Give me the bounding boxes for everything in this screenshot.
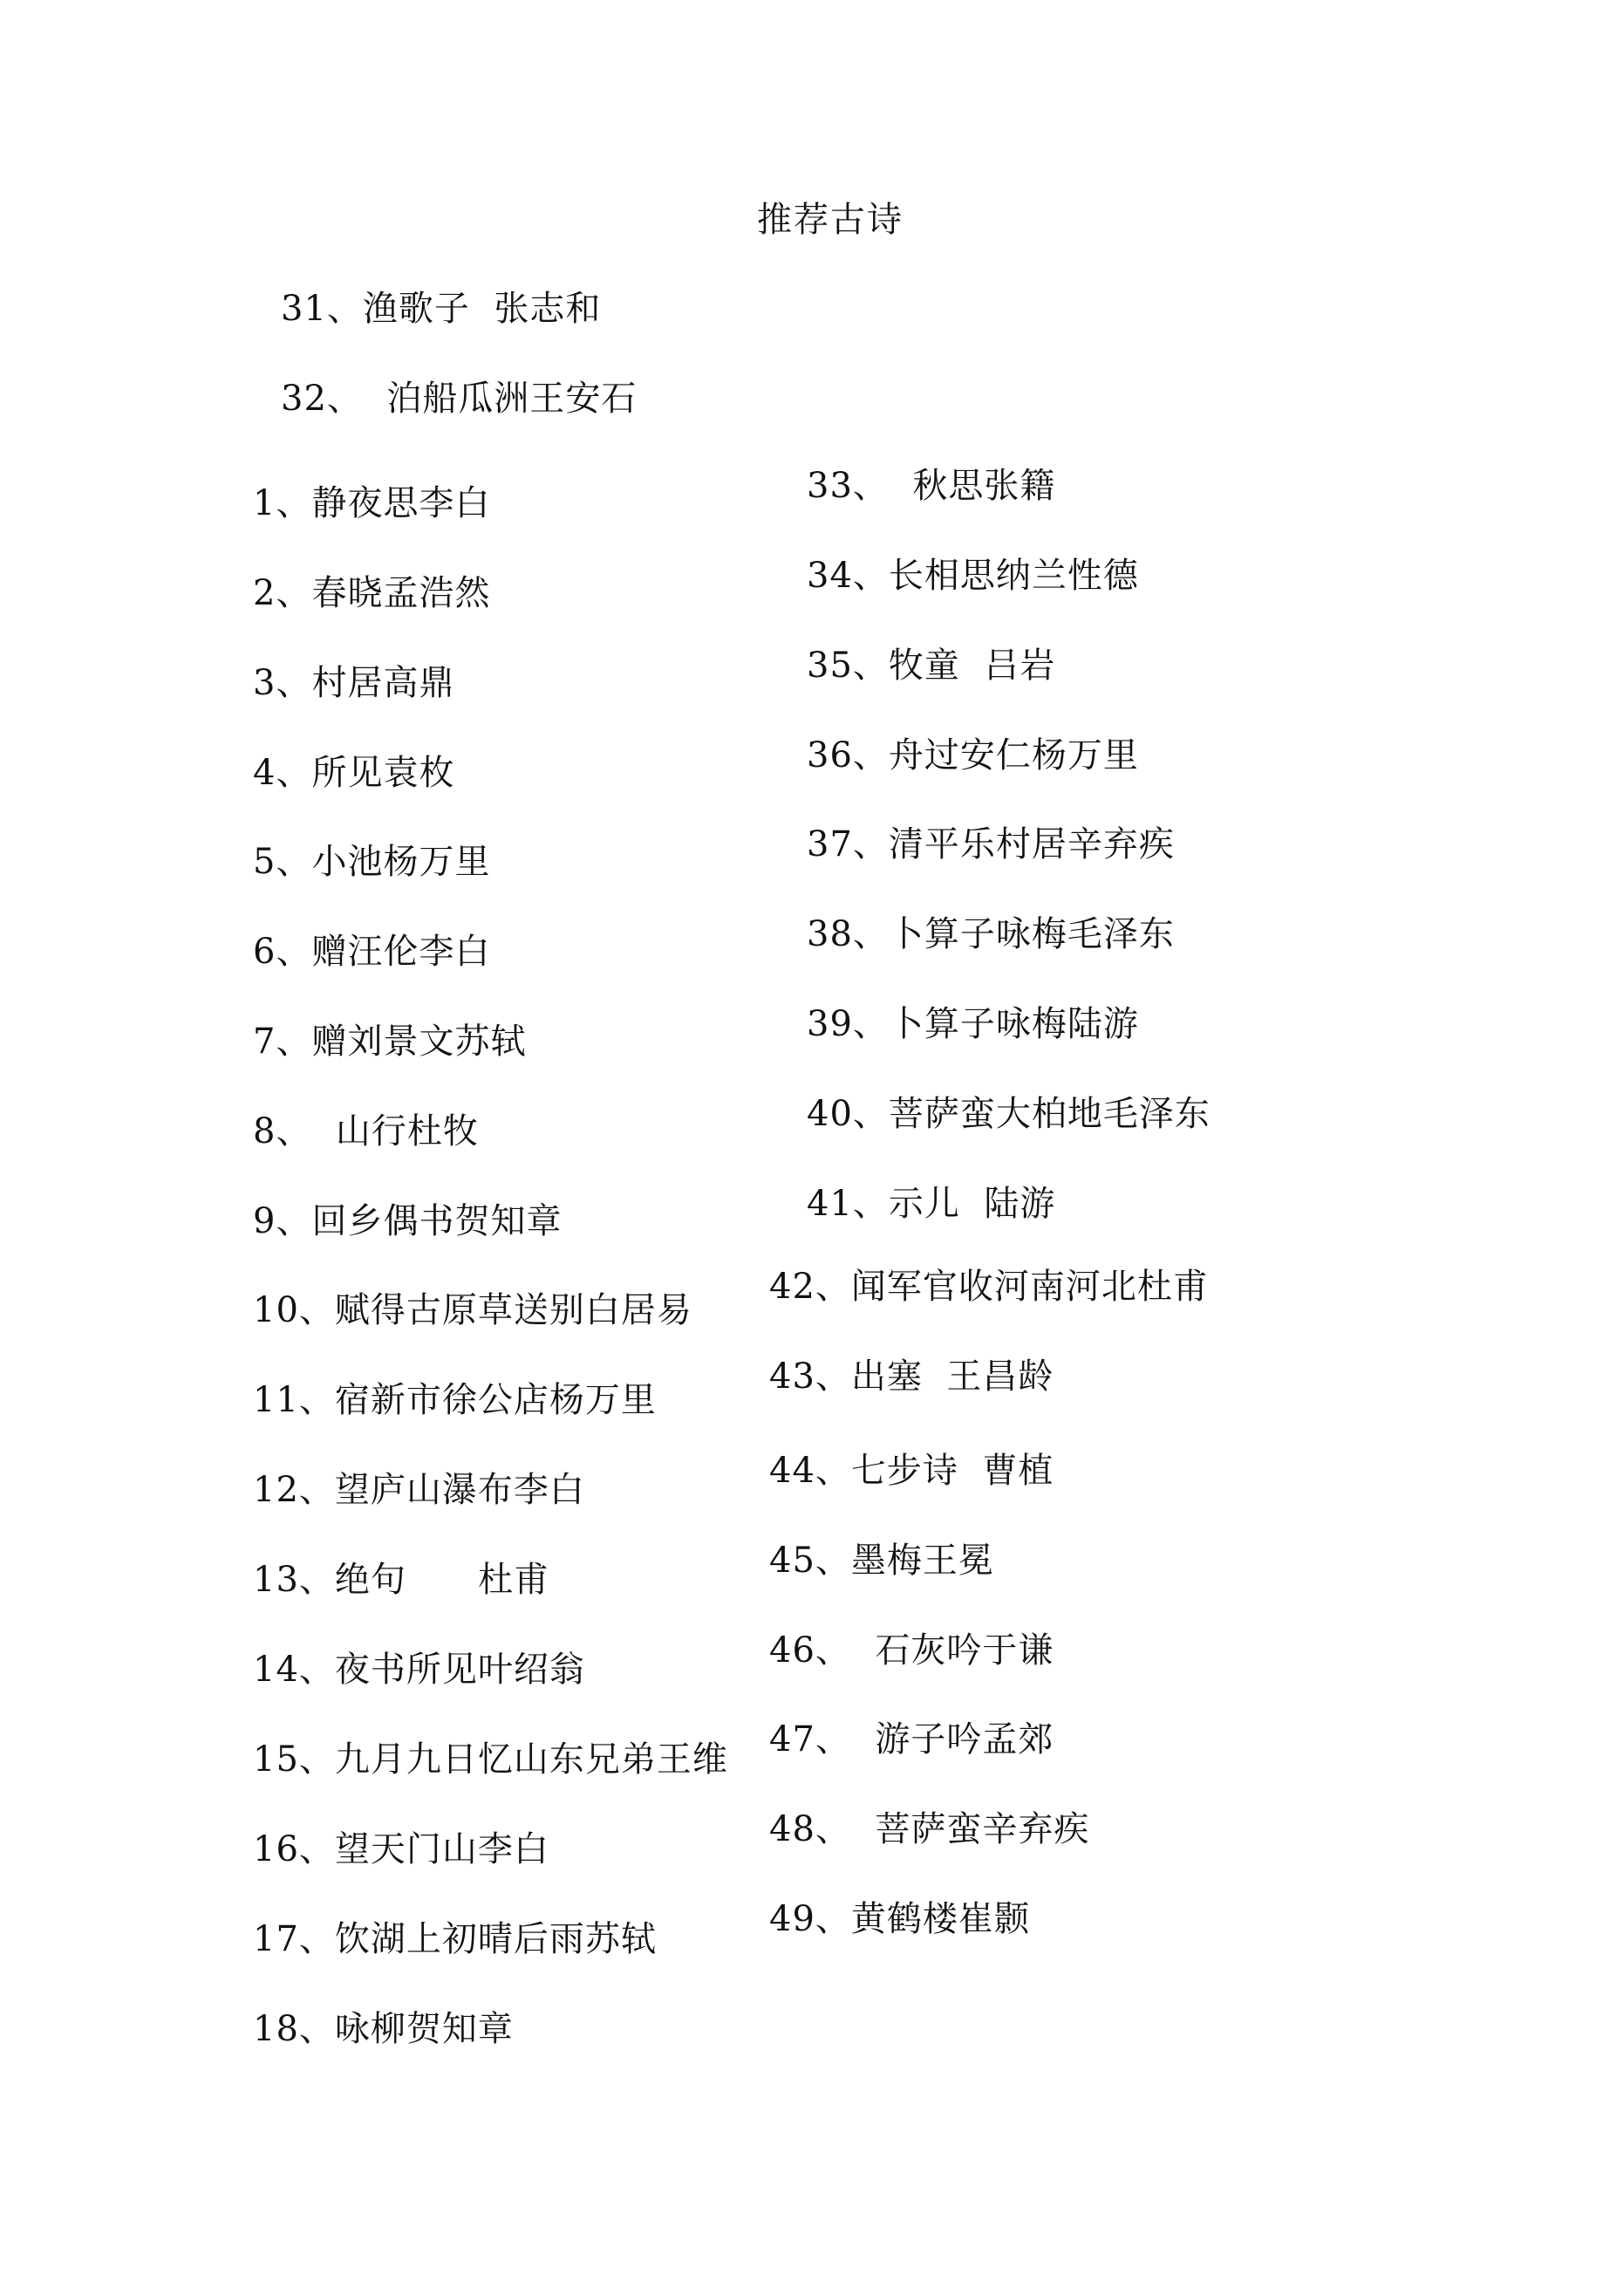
- list-item: 38、卜算子咏梅毛泽东: [807, 914, 1175, 954]
- list-item: 15、九月九日忆山东兄弟王维: [253, 1739, 728, 1780]
- list-item: 34、长相思纳兰性德: [807, 556, 1139, 596]
- list-item: 46、 石灰吟于谦: [769, 1630, 1054, 1671]
- list-item: 43、出塞 王昌龄: [769, 1356, 1054, 1397]
- list-item: 45、墨梅王冕: [769, 1541, 994, 1581]
- list-item: 4、所见袁枚: [253, 753, 455, 793]
- list-item: 39、卜算子咏梅陆游: [807, 1004, 1139, 1044]
- list-item: 14、夜书所见叶绍翁: [253, 1650, 585, 1690]
- list-item: 16、望天门山李白: [253, 1829, 549, 1869]
- list-item: 35、牧童 吕岩: [807, 646, 1056, 686]
- list-item: 49、黄鹤楼崔颢: [769, 1899, 1030, 1939]
- list-item: 36、舟过安仁杨万里: [807, 735, 1139, 776]
- list-item: 6、赠汪伦李白: [253, 932, 491, 972]
- list-item: 41、示儿 陆游: [807, 1184, 1056, 1224]
- list-item: 8、 山行杜牧: [253, 1111, 479, 1151]
- list-item: 44、七步诗 曹植: [769, 1451, 1054, 1491]
- list-item: 9、回乡偶书贺知章: [253, 1201, 563, 1241]
- list-item: 31、渔歌子 张志和: [281, 289, 602, 329]
- list-item: 42、闻军官收河南河北杜甫: [769, 1267, 1209, 1307]
- page-title: 推荐古诗: [757, 200, 904, 240]
- list-item: 12、望庐山瀑布李白: [253, 1470, 585, 1510]
- list-item: 10、赋得古原草送别白居易: [253, 1290, 692, 1330]
- list-item: 1、静夜思李白: [253, 483, 491, 523]
- list-item: 13、绝句 杜甫: [253, 1560, 550, 1600]
- list-item: 2、春晓孟浩然: [253, 573, 491, 613]
- list-item: 32、 泊船瓜洲王安石: [281, 379, 638, 419]
- list-item: 3、村居高鼎: [253, 663, 455, 703]
- list-item: 48、 菩萨蛮辛弃疾: [769, 1809, 1090, 1849]
- list-item: 18、咏柳贺知章: [253, 2009, 514, 2049]
- list-item: 7、赠刘景文苏轼: [253, 1022, 527, 1062]
- list-item: 11、宿新市徐公店杨万里: [253, 1380, 657, 1420]
- list-item: 40、菩萨蛮大柏地毛泽东: [807, 1094, 1210, 1134]
- list-item: 17、饮湖上初晴后雨苏轼: [253, 1919, 657, 1959]
- list-item: 33、 秋思张籍: [807, 466, 1056, 506]
- list-item: 37、清平乐村居辛弃疾: [807, 824, 1175, 864]
- list-item: 47、 游子吟孟郊: [769, 1719, 1054, 1760]
- list-item: 5、小池杨万里: [253, 842, 491, 882]
